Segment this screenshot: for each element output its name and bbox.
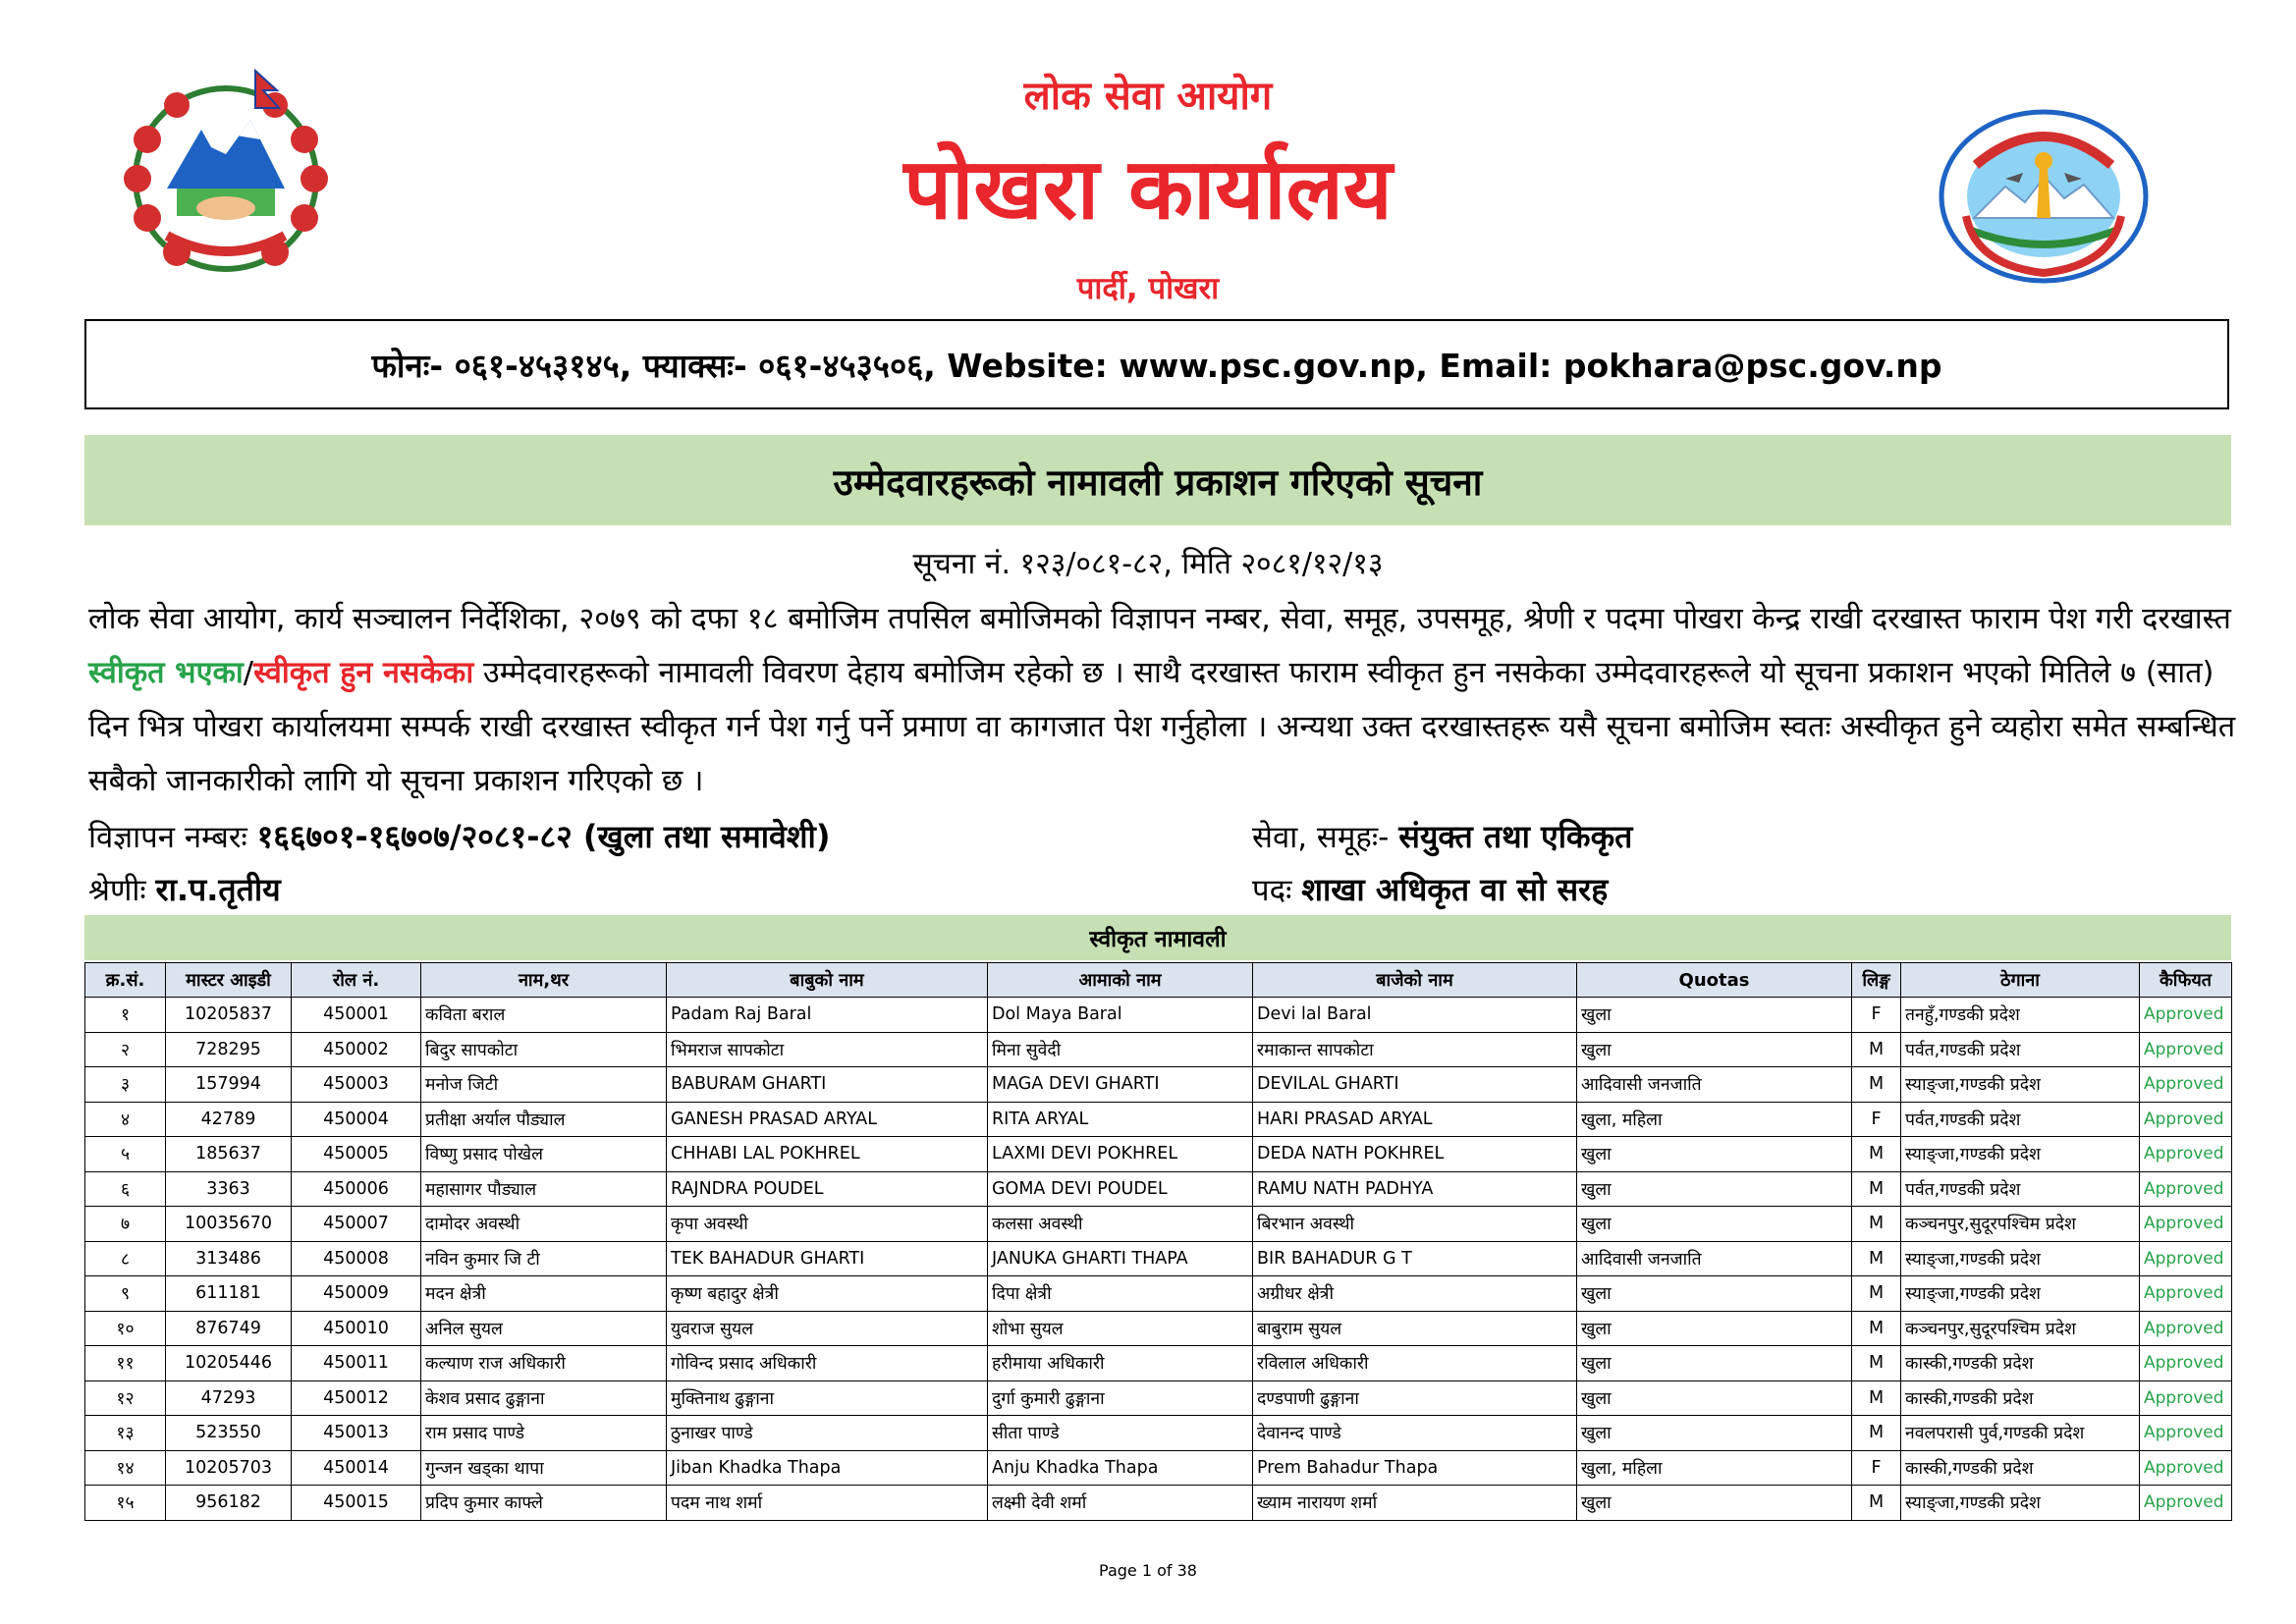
table-row [85, 1450, 2232, 1486]
col-header-name: नाम,थर [421, 963, 667, 998]
cell-mother-name: हरीमाया अधिकारी [988, 1346, 1253, 1381]
cell-grandfather-name: HARI PRASAD ARYAL [1253, 1102, 1577, 1137]
notice-number: सूचना नं. १२३/०८१-८२, मिति २०८१/१२/१३ [912, 547, 1384, 581]
cell-roll-no: 450004 [292, 1102, 421, 1137]
table-row [85, 1416, 2232, 1451]
table-row [85, 1207, 2232, 1242]
cell-serial: ११ [85, 1346, 166, 1381]
cell-master-id: 10205703 [166, 1450, 292, 1486]
cell-father-name: युवराज सुयल [667, 1311, 988, 1346]
cell-quota: खुला [1577, 1137, 1852, 1172]
cell-gender: M [1852, 1486, 1901, 1521]
table-row [85, 1102, 2232, 1137]
table-row [85, 1137, 2232, 1172]
cell-address: कास्की,गण्डकी प्रदेश [1901, 1346, 2140, 1381]
cell-gender: M [1852, 1137, 1901, 1172]
cell-serial: १४ [85, 1450, 166, 1486]
approved-highlight: स्वीकृत भएका [88, 656, 244, 690]
cell-address: स्याङ्जा,गण्डकी प्रदेश [1901, 1486, 2140, 1521]
cell-serial: ९ [85, 1276, 166, 1312]
cell-remarks: Approved [2140, 1032, 2232, 1067]
cell-address: स्याङ्जा,गण्डकी प्रदेश [1901, 1137, 2140, 1172]
cell-address: कास्की,गण्डकी प्रदेश [1901, 1380, 2140, 1416]
cell-master-id: 10205837 [166, 998, 292, 1033]
cell-mother-name: सीता पाण्डे [988, 1416, 1253, 1451]
cell-name: प्रतीक्षा अर्याल पौड्याल [421, 1102, 667, 1137]
cell-address: पर्वत,गण्डकी प्रदेश [1901, 1032, 2140, 1067]
cell-roll-no: 450008 [292, 1241, 421, 1276]
cell-name: मदन क्षेत्री [421, 1276, 667, 1312]
cell-grandfather-name: Prem Bahadur Thapa [1253, 1450, 1577, 1486]
cell-gender: M [1852, 1067, 1901, 1103]
cell-master-id: 728295 [166, 1032, 292, 1067]
cell-father-name: Jiban Khadka Thapa [667, 1450, 988, 1486]
cell-address: तनहुँ,गण्डकी प्रदेश [1901, 998, 2140, 1033]
cell-roll-no: 450013 [292, 1416, 421, 1451]
ad-value: १६६७०१-१६७०७/२०८१-८२ (खुला तथा समावेशी) [256, 818, 831, 855]
cell-father-name: कृष्ण बहादुर क्षेत्री [667, 1276, 988, 1312]
cell-father-name: BABURAM GHARTI [667, 1067, 988, 1103]
cell-quota: खुला [1577, 1311, 1852, 1346]
cell-mother-name: मिना सुवेदी [988, 1032, 1253, 1067]
paragraph-part-2: उम्मेदवारहरूको नामावली विवरण देहाय बमोजिम रहेको छ । साथै दरखास्त फाराम स्वीकृत हुन नसकेका उम्मेदवारहरूले यो सूचना प्रकाशन भएको मितिले ७ (सात) दिन भित्र पोखरा कार्यालयमा सम्पर्क राखी दरखास्त स्वीकृत गर्न पेश गर्नु पर्ने प्रमाण वा कागजात पेश गर्नुहोला । अन्यथा उक्त दरखास्तहरू यसै सूचना बमोजिम स्वतः अस्वीकृत हुने व्यहोरा समेत सम्बन्धित सबैको जानकारीको लागि यो सूचना प्रकाशन गरिएको छ । [88, 656, 2236, 798]
cell-father-name: CHHABI LAL POKHREL [667, 1137, 988, 1172]
cell-roll-no: 450003 [292, 1067, 421, 1103]
cell-name: मनोज जिटी [421, 1067, 667, 1103]
cell-remarks: Approved [2140, 1416, 2232, 1451]
cell-roll-no: 450012 [292, 1380, 421, 1416]
cell-remarks: Approved [2140, 1486, 2232, 1521]
post-line [1252, 868, 1608, 910]
ad-label: विज्ञापन नम्बरः [88, 820, 247, 855]
cell-remarks: Approved [2140, 1207, 2232, 1242]
cell-grandfather-name: देवानन्द पाण्डे [1253, 1416, 1577, 1451]
cell-roll-no: 450015 [292, 1486, 421, 1521]
cell-serial: १२ [85, 1380, 166, 1416]
cell-quota: खुला [1577, 1171, 1852, 1207]
notice-heading: उम्मेदवारहरूको नामावली प्रकाशन गरिएको सूचना [833, 460, 1483, 504]
page-number: Page 1 of 38 [1099, 1561, 1197, 1580]
cell-father-name: TEK BAHADUR GHARTI [667, 1241, 988, 1276]
cell-roll-no: 450005 [292, 1137, 421, 1172]
paragraph-part-1: लोक सेवा आयोग, कार्य सञ्चालन निर्देशिका, २०७९ को दफा १८ बमोजिम तपसिल बमोजिमको विज्ञापन नम्बर, सेवा, समूह, उपसमूह, श्रेणी र पदमा पोखरा केन्द्र राखी दरखास्त फाराम पेश गरी दरखास्त [88, 602, 2231, 636]
cell-mother-name: Anju Khadka Thapa [988, 1450, 1253, 1486]
cell-address: कञ्चनपुर,सुदूरपश्चिम प्रदेश [1901, 1207, 2140, 1242]
table-row [85, 1241, 2232, 1276]
table-row [85, 1171, 2232, 1207]
candidate-table [84, 962, 2232, 1521]
cell-address: स्याङ्जा,गण्डकी प्रदेश [1901, 1276, 2140, 1312]
level-value: रा.प.तृतीय [155, 871, 281, 908]
cell-roll-no: 450006 [292, 1171, 421, 1207]
cell-serial: २ [85, 1032, 166, 1067]
cell-roll-no: 450014 [292, 1450, 421, 1486]
table-row [85, 1276, 2232, 1312]
cell-grandfather-name: बिरभान अवस्थी [1253, 1207, 1577, 1242]
cell-gender: F [1852, 1450, 1901, 1486]
cell-mother-name: MAGA DEVI GHARTI [988, 1067, 1253, 1103]
cell-grandfather-name: दण्डपाणी ढुङ्गाना [1253, 1380, 1577, 1416]
cell-remarks: Approved [2140, 1241, 2232, 1276]
cell-roll-no: 450009 [292, 1276, 421, 1312]
cell-father-name: Padam Raj Baral [667, 998, 988, 1033]
cell-serial: १० [85, 1311, 166, 1346]
cell-grandfather-name: BIR BAHADUR G T [1253, 1241, 1577, 1276]
cell-master-id: 185637 [166, 1137, 292, 1172]
cell-quota: खुला [1577, 998, 1852, 1033]
cell-serial: ३ [85, 1067, 166, 1103]
cell-name: राम प्रसाद पाण्डे [421, 1416, 667, 1451]
cell-mother-name: शोभा सुयल [988, 1311, 1253, 1346]
level-label: श्रेणीः [88, 873, 146, 908]
cell-father-name: गोविन्द प्रसाद अधिकारी [667, 1346, 988, 1381]
cell-gender: M [1852, 1346, 1901, 1381]
cell-remarks: Approved [2140, 1067, 2232, 1103]
cell-gender: M [1852, 1032, 1901, 1067]
cell-name: कविता बराल [421, 998, 667, 1033]
cell-quota: आदिवासी जनजाति [1577, 1241, 1852, 1276]
cell-grandfather-name: बाबुराम सुयल [1253, 1311, 1577, 1346]
service-value: संयुक्त तथा एकिकृत [1398, 818, 1633, 855]
cell-serial: ५ [85, 1137, 166, 1172]
cell-grandfather-name: रविलाल अधिकारी [1253, 1346, 1577, 1381]
cell-father-name: पदम नाथ शर्मा [667, 1486, 988, 1521]
cell-name: बिदुर सापकोटा [421, 1032, 667, 1067]
table-row [85, 998, 2232, 1033]
service-label: सेवा, समूहः- [1252, 820, 1390, 855]
cell-mother-name: दुर्गा कुमारी ढुङ्गाना [988, 1380, 1253, 1416]
cell-mother-name: Dol Maya Baral [988, 998, 1253, 1033]
table-row [85, 1311, 2232, 1346]
col-header-master-id: मास्टर आइडी [166, 963, 292, 998]
cell-mother-name: कलसा अवस्थी [988, 1207, 1253, 1242]
cell-gender: M [1852, 1416, 1901, 1451]
table-row [85, 1032, 2232, 1067]
cell-remarks: Approved [2140, 1380, 2232, 1416]
cell-father-name: GANESH PRASAD ARYAL [667, 1102, 988, 1137]
contact-box [84, 319, 2229, 409]
cell-father-name: कृपा अवस्थी [667, 1207, 988, 1242]
cell-serial: ७ [85, 1207, 166, 1242]
cell-remarks: Approved [2140, 1171, 2232, 1207]
cell-remarks: Approved [2140, 998, 2232, 1033]
cell-address: कास्की,गण्डकी प्रदेश [1901, 1450, 2140, 1486]
cell-remarks: Approved [2140, 1450, 2232, 1486]
cell-quota: खुला, महिला [1577, 1450, 1852, 1486]
cell-master-id: 157994 [166, 1067, 292, 1103]
cell-master-id: 3363 [166, 1171, 292, 1207]
cell-quota: खुला [1577, 1380, 1852, 1416]
col-header-quota: Quotas [1577, 963, 1852, 998]
rejected-highlight: स्वीकृत हुन नसकेका [253, 656, 474, 690]
cell-roll-no: 450011 [292, 1346, 421, 1381]
cell-grandfather-name: RAMU NATH PADHYA [1253, 1171, 1577, 1207]
cell-mother-name: GOMA DEVI POUDEL [988, 1171, 1253, 1207]
cell-mother-name: JANUKA GHARTI THAPA [988, 1241, 1253, 1276]
post-value: शाखा अधिकृत वा सो सरह [1301, 871, 1609, 908]
cell-father-name: मुक्तिनाथ ढुङ्गाना [667, 1380, 988, 1416]
cell-grandfather-name: रमाकान्त सापकोटा [1253, 1032, 1577, 1067]
cell-quota: खुला, महिला [1577, 1102, 1852, 1137]
cell-master-id: 523550 [166, 1416, 292, 1451]
col-header-remarks: कैफियत [2140, 963, 2232, 998]
cell-remarks: Approved [2140, 1102, 2232, 1137]
cell-name: केशव प्रसाद ढुङ्गाना [421, 1380, 667, 1416]
col-header-serial: क्र.सं. [85, 963, 166, 998]
cell-mother-name: LAXMI DEVI POKHREL [988, 1137, 1253, 1172]
cell-grandfather-name: ख्याम नारायण शर्मा [1253, 1486, 1577, 1521]
cell-roll-no: 450001 [292, 998, 421, 1033]
cell-name: प्रदिप कुमार काफ्ले [421, 1486, 667, 1521]
cell-address: कञ्चनपुर,सुदूरपश्चिम प्रदेश [1901, 1311, 2140, 1346]
cell-quota: खुला [1577, 1416, 1852, 1451]
table-row [85, 1486, 2232, 1521]
ad-number-line [88, 815, 830, 857]
cell-serial: ८ [85, 1241, 166, 1276]
cell-grandfather-name: अग्रीधर क्षेत्री [1253, 1276, 1577, 1312]
cell-gender: M [1852, 1311, 1901, 1346]
cell-mother-name: लक्ष्मी देवी शर्मा [988, 1486, 1253, 1521]
table-header-row [85, 963, 2232, 998]
cell-name: अनिल सुयल [421, 1311, 667, 1346]
table-row [85, 1380, 2232, 1416]
cell-quota: खुला [1577, 1276, 1852, 1312]
org-name: लोक सेवा आयोग [1023, 74, 1273, 119]
cell-address: स्याङ्जा,गण्डकी प्रदेश [1901, 1067, 2140, 1103]
cell-master-id: 956182 [166, 1486, 292, 1521]
cell-master-id: 10205446 [166, 1346, 292, 1381]
cell-mother-name: RITA ARYAL [988, 1102, 1253, 1137]
slash: / [243, 656, 254, 690]
cell-remarks: Approved [2140, 1311, 2232, 1346]
cell-name: विष्णु प्रसाद पोखेल [421, 1137, 667, 1172]
cell-quota: आदिवासी जनजाति [1577, 1067, 1852, 1103]
service-line [1252, 815, 1632, 857]
cell-remarks: Approved [2140, 1346, 2232, 1381]
cell-roll-no: 450007 [292, 1207, 421, 1242]
cell-gender: F [1852, 998, 1901, 1033]
cell-serial: १५ [85, 1486, 166, 1521]
cell-roll-no: 450002 [292, 1032, 421, 1067]
cell-master-id: 47293 [166, 1380, 292, 1416]
table-body [85, 998, 2232, 1521]
cell-name: नविन कुमार जि टी [421, 1241, 667, 1276]
cell-grandfather-name: DEVILAL GHARTI [1253, 1067, 1577, 1103]
col-header-roll-no: रोल नं. [292, 963, 421, 998]
cell-name: गुन्जन खड्का थापा [421, 1450, 667, 1486]
cell-father-name: भिमराज सापकोटा [667, 1032, 988, 1067]
cell-master-id: 42789 [166, 1102, 292, 1137]
cell-gender: M [1852, 1241, 1901, 1276]
cell-name: कल्याण राज अधिकारी [421, 1346, 667, 1381]
table-row [85, 1346, 2232, 1381]
office-location: पार्दी, पोखरा [1076, 271, 1220, 306]
cell-master-id: 313486 [166, 1241, 292, 1276]
cell-quota: खुला [1577, 1032, 1852, 1067]
col-header-grandfather-name: बाजेको नाम [1253, 963, 1577, 998]
approved-list-band [84, 915, 2231, 960]
cell-name: महासागर पौड्याल [421, 1171, 667, 1207]
cell-address: पर्वत,गण्डकी प्रदेश [1901, 1171, 2140, 1207]
cell-serial: ६ [85, 1171, 166, 1207]
cell-father-name: ठुनाखर पाण्डे [667, 1416, 988, 1451]
cell-quota: खुला [1577, 1346, 1852, 1381]
cell-father-name: RAJNDRA POUDEL [667, 1171, 988, 1207]
notice-paragraph [88, 592, 2239, 808]
approved-list-title: स्वीकृत नामावली [1089, 927, 1227, 952]
cell-remarks: Approved [2140, 1276, 2232, 1312]
cell-serial: १ [85, 998, 166, 1033]
cell-grandfather-name: DEDA NATH POKHREL [1253, 1137, 1577, 1172]
col-header-father-name: बाबुको नाम [667, 963, 988, 998]
col-header-gender: लिङ्ग [1852, 963, 1901, 998]
level-line [88, 868, 281, 910]
cell-gender: F [1852, 1102, 1901, 1137]
col-header-mother-name: आमाको नाम [988, 963, 1253, 998]
cell-roll-no: 450010 [292, 1311, 421, 1346]
office-name: पोखरा कार्यालय [903, 140, 1393, 239]
cell-gender: M [1852, 1207, 1901, 1242]
contact-line: फोनः- ०६१-४५३१४५, फ्याक्सः- ०६१-४५३५०६, Website: www.psc.gov.np, Email: pokhara@psc.gov.np [371, 346, 1942, 385]
notice-heading-band [84, 435, 2231, 525]
post-label: पदः [1252, 873, 1292, 908]
cell-grandfather-name: Devi lal Baral [1253, 998, 1577, 1033]
cell-quota: खुला [1577, 1486, 1852, 1521]
cell-mother-name: दिपा क्षेत्री [988, 1276, 1253, 1312]
cell-gender: M [1852, 1171, 1901, 1207]
cell-master-id: 876749 [166, 1311, 292, 1346]
cell-gender: M [1852, 1276, 1901, 1312]
col-header-address: ठेगाना [1901, 963, 2140, 998]
cell-address: नवलपरासी पुर्व,गण्डकी प्रदेश [1901, 1416, 2140, 1451]
table-row [85, 1067, 2232, 1103]
cell-address: पर्वत,गण्डकी प्रदेश [1901, 1102, 2140, 1137]
cell-name: दामोदर अवस्थी [421, 1207, 667, 1242]
cell-address: स्याङ्जा,गण्डकी प्रदेश [1901, 1241, 2140, 1276]
cell-serial: ४ [85, 1102, 166, 1137]
cell-remarks: Approved [2140, 1137, 2232, 1172]
cell-serial: १३ [85, 1416, 166, 1451]
cell-master-id: 611181 [166, 1276, 292, 1312]
cell-quota: खुला [1577, 1207, 1852, 1242]
cell-gender: M [1852, 1380, 1901, 1416]
cell-master-id: 10035670 [166, 1207, 292, 1242]
